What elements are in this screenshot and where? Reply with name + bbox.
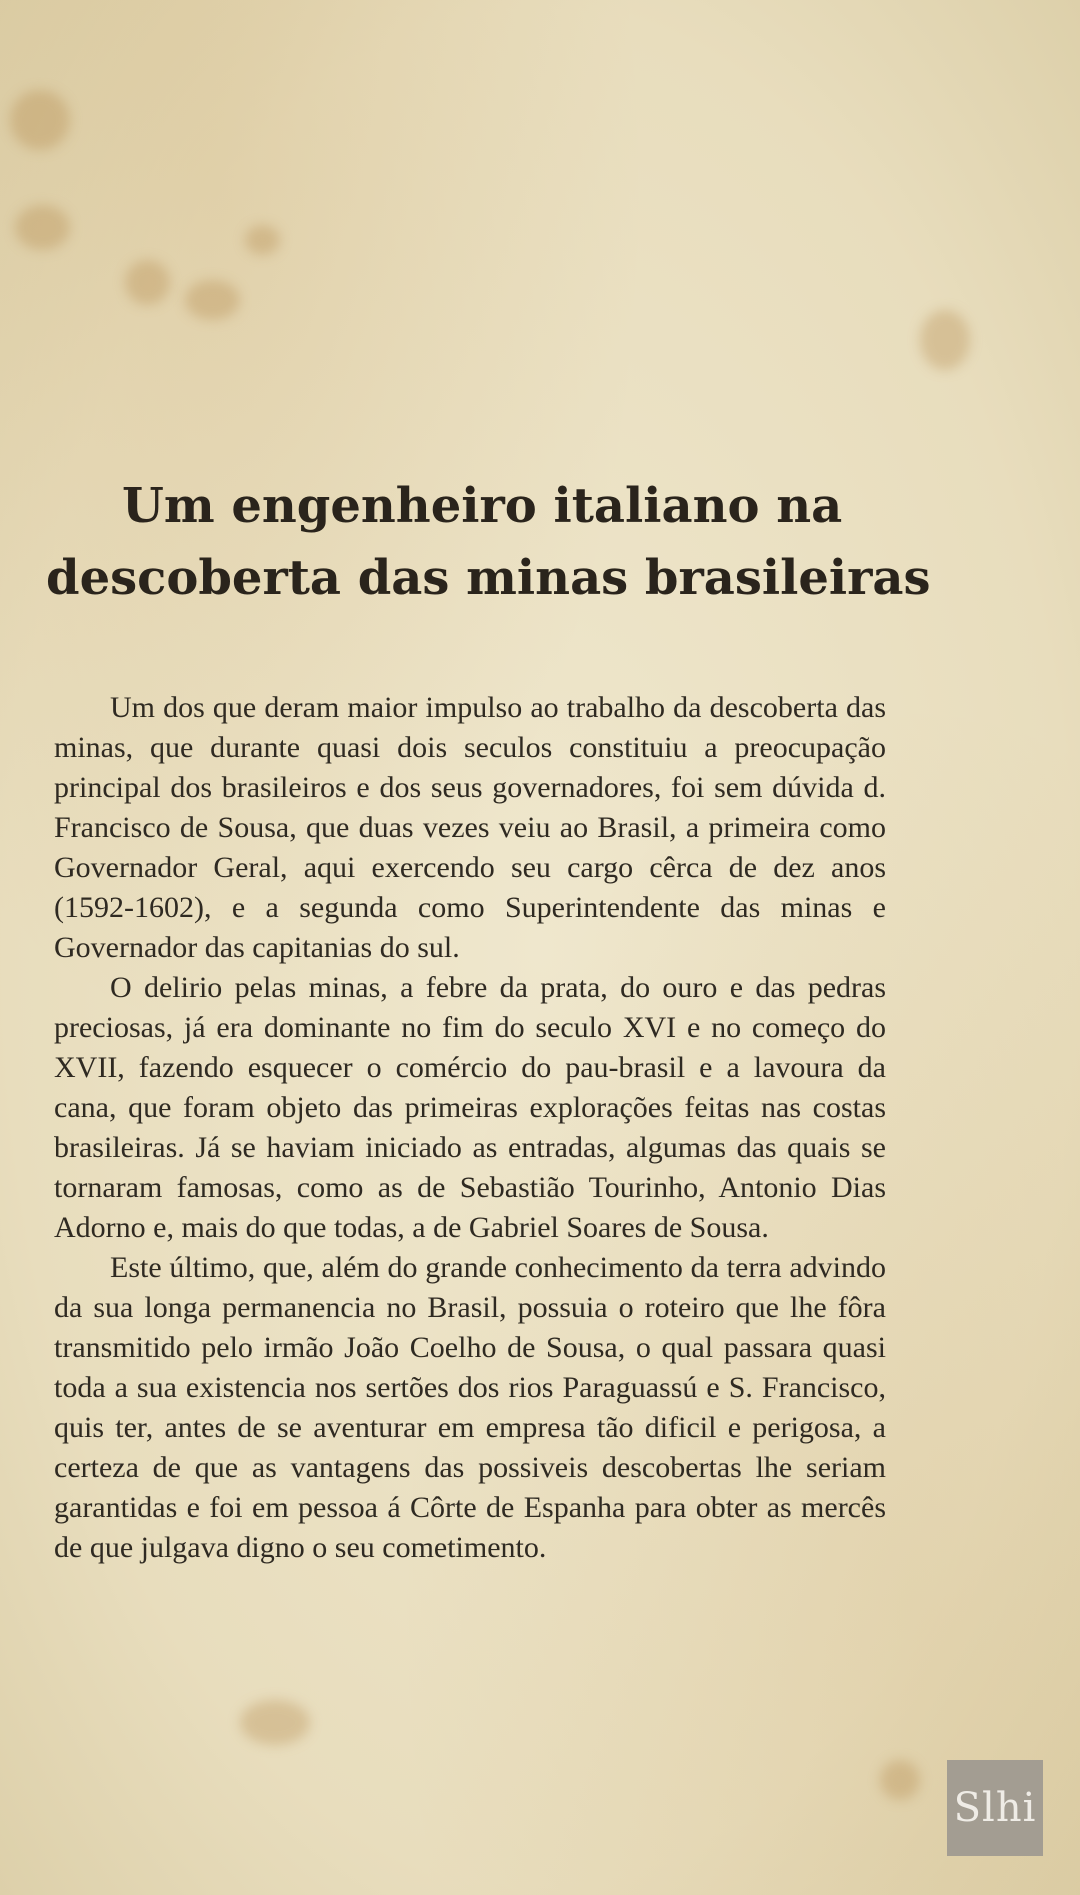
watermark-text: Slhi	[953, 1785, 1037, 1831]
article-body	[54, 688, 886, 1568]
age-spot	[240, 1700, 310, 1745]
article-title	[0, 470, 1080, 614]
paragraph: Este último, que, além do grande conhecimento da terra advindo da sua longa permanencia no Brasil, possuia o roteiro que lhe fôra transmitido pelo irmão João Coelho de Sousa, o qual passara quasi toda a sua existencia nos sertões dos rios Paraguassú e S. Francisco, quis ter, antes de se aventurar em empresa tão dificil e perigosa, a certeza de que as vantagens das possiveis descobertas lhe seriam garantidas e foi em pessoa á Côrte de Espanha para obter as mercês de que julgava digno o seu cometimento.	[54, 1251, 886, 1564]
age-spot	[125, 260, 170, 305]
paragraph: Um dos que deram maior impulso ao trabalho da descoberta das minas, que durante quasi dois seculos constituiu a preocupação principal dos brasileiros e dos seus governadores, foi sem dúvida d. Francisco de Sousa, que duas vezes veiu ao Brasil, a primeira como Governador Geral, aqui exercendo seu cargo cêrca de dez anos (1592-1602), e a segunda como Superintendente das minas e Governador das capitanias do sul.	[54, 691, 886, 964]
age-spot	[15, 205, 70, 250]
age-spot	[245, 225, 280, 255]
age-spot	[920, 310, 970, 370]
age-spot	[880, 1760, 920, 1800]
age-spot	[185, 280, 240, 320]
watermark-logo	[947, 1760, 1043, 1856]
title-line-1: Um engenheiro italiano na	[122, 478, 843, 534]
paragraph: O delirio pelas minas, a febre da prata, do ouro e das pedras preciosas, já era dominante no fim do seculo XVI e no começo do XVII, fazendo esquecer o comércio do pau-brasil e a lavoura da cana, que foram objeto das primeiras explorações feitas nas costas brasileiras. Já se haviam iniciado as entradas, algumas das quais se tornaram famosas, como as de Sebastião Tourinho, Antonio Dias Adorno e, mais do que todas, a de Gabriel Soares de Sousa.	[54, 971, 886, 1244]
age-spot	[10, 90, 70, 150]
title-line-2: descoberta das minas brasileiras	[46, 550, 931, 606]
